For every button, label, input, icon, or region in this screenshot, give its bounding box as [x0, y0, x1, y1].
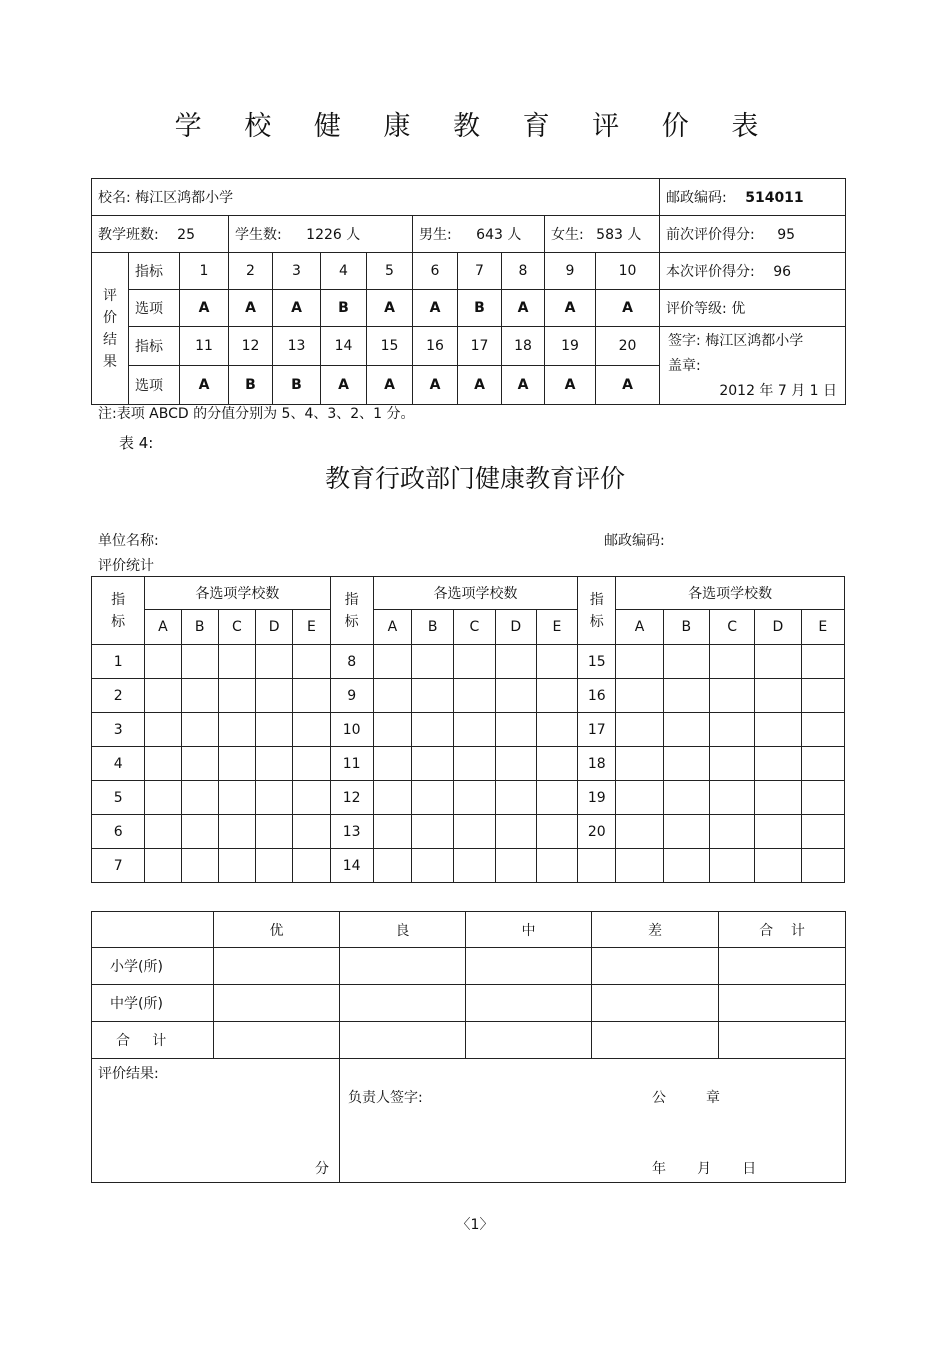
count-cell — [616, 849, 663, 883]
count-cell — [145, 849, 181, 883]
option-cell: A — [413, 290, 458, 327]
count-cell — [495, 713, 536, 747]
count-cell — [536, 815, 577, 849]
indicator-number: 9 — [330, 679, 373, 713]
count-cell — [218, 815, 255, 849]
indicator-number: 18 — [578, 747, 616, 781]
indicator-cell: 19 — [545, 327, 596, 366]
option-cell: A — [502, 290, 545, 327]
indicator-number: 10 — [330, 713, 373, 747]
school-name-cell — [92, 179, 660, 216]
count-cell — [181, 713, 218, 747]
option-header: B — [412, 610, 454, 645]
count-cell — [454, 815, 495, 849]
count-cell — [293, 815, 330, 849]
option-header: A — [616, 610, 663, 645]
indicator-cell: 13 — [273, 327, 321, 366]
eval-result-label: 评 价 结 果 — [92, 253, 129, 405]
count-cell — [536, 747, 577, 781]
option-cell: B — [321, 290, 367, 327]
indicator-number: 2 — [92, 679, 145, 713]
indicator-number: 12 — [330, 781, 373, 815]
official-seal-label: 公 章 — [652, 1090, 721, 1106]
count-cell — [454, 713, 495, 747]
count-cell — [293, 747, 330, 781]
count-cell — [256, 679, 293, 713]
count-cell — [616, 815, 663, 849]
count-cell — [412, 645, 454, 679]
row-label-total: 合 计 — [92, 1022, 214, 1059]
option-header: D — [495, 610, 536, 645]
score-note: 注:表项 ABCD 的分值分别为 5、4、3、2、1 分。 — [98, 406, 415, 422]
count-cell — [293, 679, 330, 713]
count-cell — [454, 747, 495, 781]
indicator-number: 17 — [578, 713, 616, 747]
count-cell — [616, 645, 663, 679]
indicator-number: 8 — [330, 645, 373, 679]
girls-cell — [545, 216, 660, 253]
count-cell — [373, 815, 411, 849]
eval-stat-label: 评价统计 — [98, 558, 154, 574]
result-cell — [92, 1059, 340, 1183]
group-header: 各选项学校数 — [373, 577, 577, 610]
score-unit: 分 — [315, 1161, 329, 1177]
count-cell — [373, 747, 411, 781]
indicator-cell: 4 — [321, 253, 367, 290]
count-cell — [145, 815, 181, 849]
count-cell — [373, 849, 411, 883]
indicator-cell: 9 — [545, 253, 596, 290]
sign-area-cell — [340, 1059, 846, 1183]
indicator-cell: 18 — [502, 327, 545, 366]
indicator-label: 指标 — [129, 327, 180, 366]
indicator-cell: 11 — [180, 327, 229, 366]
count-cell — [755, 713, 801, 747]
summary-cell — [592, 948, 719, 985]
count-cell — [373, 679, 411, 713]
summary-cell — [592, 985, 719, 1022]
count-cell — [218, 713, 255, 747]
sign-seal-cell — [660, 327, 846, 405]
indicator-number: 13 — [330, 815, 373, 849]
option-header: E — [536, 610, 577, 645]
count-cell — [801, 645, 844, 679]
summary-table — [91, 911, 846, 1183]
group-header: 各选项学校数 — [145, 577, 330, 610]
count-cell — [616, 679, 663, 713]
indicator-cell: 8 — [502, 253, 545, 290]
count-cell — [709, 645, 754, 679]
count-cell — [709, 713, 754, 747]
option-cell: B — [273, 366, 321, 405]
count-cell — [495, 747, 536, 781]
count-cell — [755, 781, 801, 815]
count-cell — [373, 645, 411, 679]
option-header: B — [663, 610, 709, 645]
page-title: 学 校 健 康 教 育 评 价 表 — [174, 111, 776, 142]
summary-cell — [214, 948, 340, 985]
count-cell — [218, 645, 255, 679]
indicator-number: 20 — [578, 815, 616, 849]
summary-cell — [466, 985, 592, 1022]
summary-cell — [340, 1022, 466, 1059]
row-label-secondary: 中学(所) — [92, 985, 214, 1022]
count-cell — [145, 713, 181, 747]
summary-cell — [466, 1022, 592, 1059]
count-cell — [256, 781, 293, 815]
count-cell — [145, 781, 181, 815]
count-cell — [709, 679, 754, 713]
indicator-header: 指 标 — [578, 577, 616, 645]
count-cell — [412, 781, 454, 815]
count-cell — [616, 781, 663, 815]
option-label: 选项 — [129, 366, 180, 405]
school-name-label: 校名: — [98, 190, 131, 206]
count-cell — [454, 645, 495, 679]
count-cell — [293, 645, 330, 679]
count-cell — [181, 645, 218, 679]
option-header: D — [256, 610, 293, 645]
count-cell — [801, 679, 844, 713]
option-cell: A — [273, 290, 321, 327]
count-cell — [495, 679, 536, 713]
grade-label: 评价等级: — [666, 301, 727, 317]
count-cell — [145, 679, 181, 713]
option-header: C — [218, 610, 255, 645]
indicator-cell: 16 — [413, 327, 458, 366]
summary-header: 优 — [214, 912, 340, 948]
indicator-cell: 6 — [413, 253, 458, 290]
leader-sign-label: 负责人签字: — [348, 1090, 423, 1106]
girls-label: 女生: — [551, 227, 584, 243]
indicator-number: 6 — [92, 815, 145, 849]
count-cell — [663, 713, 709, 747]
summary-cell — [340, 948, 466, 985]
indicator-header: 指 标 — [330, 577, 373, 645]
count-cell — [801, 815, 844, 849]
stats-table — [91, 576, 845, 883]
option-header: D — [755, 610, 801, 645]
count-cell — [181, 781, 218, 815]
count-cell — [801, 713, 844, 747]
count-cell — [536, 645, 577, 679]
option-header: A — [373, 610, 411, 645]
count-cell — [412, 815, 454, 849]
indicator-cell: 10 — [596, 253, 660, 290]
count-cell — [495, 645, 536, 679]
count-cell — [709, 781, 754, 815]
count-cell — [663, 781, 709, 815]
count-cell — [373, 713, 411, 747]
indicator-cell: 5 — [367, 253, 413, 290]
count-cell — [181, 747, 218, 781]
prev-score-label: 前次评价得分: — [666, 227, 755, 243]
classes-cell — [92, 216, 229, 253]
option-cell: A — [596, 290, 660, 327]
option-cell: A — [596, 366, 660, 405]
option-label: 选项 — [129, 290, 180, 327]
option-cell: A — [545, 366, 596, 405]
option-cell: A — [180, 366, 229, 405]
school-name-value: 梅江区鸿都小学 — [135, 190, 234, 206]
count-cell — [218, 781, 255, 815]
sign-value: 梅江区鸿都小学 — [705, 333, 804, 349]
students-cell — [229, 216, 413, 253]
option-cell: A — [545, 290, 596, 327]
count-cell — [256, 747, 293, 781]
option-header: A — [145, 610, 181, 645]
summary-cell — [466, 948, 592, 985]
count-cell — [218, 849, 255, 883]
page-number: 〈1〉 — [456, 1217, 494, 1233]
summary-cell — [214, 985, 340, 1022]
summary-cell — [214, 1022, 340, 1059]
count-cell — [616, 713, 663, 747]
summary-corner — [92, 912, 214, 948]
indicator-number: 7 — [92, 849, 145, 883]
summary-header: 良 — [340, 912, 466, 948]
option-header: E — [801, 610, 844, 645]
count-cell — [663, 849, 709, 883]
count-cell — [293, 713, 330, 747]
indicator-number: 5 — [92, 781, 145, 815]
option-cell: A — [458, 366, 502, 405]
option-cell: B — [458, 290, 502, 327]
count-cell — [616, 747, 663, 781]
postcode-value: 514011 — [745, 190, 804, 206]
classes-label: 教学班数: — [98, 227, 159, 243]
indicator-number: 3 — [92, 713, 145, 747]
indicator-number — [578, 849, 616, 883]
indicator-cell: 20 — [596, 327, 660, 366]
summary-cell — [719, 1022, 846, 1059]
count-cell — [454, 679, 495, 713]
count-cell — [145, 645, 181, 679]
boys-value: 643 人 — [476, 227, 522, 243]
prev-score-value: 95 — [777, 227, 796, 243]
option-header: C — [709, 610, 754, 645]
count-cell — [709, 747, 754, 781]
result-label: 评价结果: — [98, 1066, 159, 1082]
indicator-cell: 7 — [458, 253, 502, 290]
boys-cell — [413, 216, 545, 253]
indicator-cell: 12 — [229, 327, 273, 366]
indicator-label: 指标 — [129, 253, 180, 290]
count-cell — [536, 849, 577, 883]
count-cell — [755, 679, 801, 713]
curr-score-label: 本次评价得分: — [666, 264, 755, 280]
indicator-number: 11 — [330, 747, 373, 781]
count-cell — [181, 815, 218, 849]
count-cell — [801, 781, 844, 815]
indicator-number: 4 — [92, 747, 145, 781]
indicator-number: 19 — [578, 781, 616, 815]
count-cell — [755, 747, 801, 781]
option-cell: A — [413, 366, 458, 405]
seal-label: 盖章: — [668, 358, 701, 374]
postcode2-label: 邮政编码: — [604, 533, 665, 549]
option-cell: A — [321, 366, 367, 405]
postcode-cell — [660, 179, 846, 216]
summary-cell — [719, 985, 846, 1022]
option-header: B — [181, 610, 218, 645]
count-cell — [218, 679, 255, 713]
count-cell — [755, 849, 801, 883]
count-cell — [755, 645, 801, 679]
row-label-primary: 小学(所) — [92, 948, 214, 985]
count-cell — [373, 781, 411, 815]
unit-name-label: 单位名称: — [98, 533, 159, 549]
summary-cell — [719, 948, 846, 985]
date-label: 年 月 日 — [652, 1161, 757, 1177]
indicator-cell: 1 — [180, 253, 229, 290]
count-cell — [801, 849, 844, 883]
students-label: 学生数: — [235, 227, 282, 243]
prev-score-cell — [660, 216, 846, 253]
students-value: 1226 人 — [306, 227, 361, 243]
grade-cell — [660, 290, 846, 327]
count-cell — [181, 679, 218, 713]
sign-label: 签字: — [668, 333, 701, 349]
count-cell — [536, 679, 577, 713]
group-header: 各选项学校数 — [616, 577, 845, 610]
count-cell — [256, 645, 293, 679]
indicator-cell: 2 — [229, 253, 273, 290]
girls-value: 583 人 — [596, 227, 642, 243]
classes-value: 25 — [177, 227, 195, 243]
option-cell: A — [502, 366, 545, 405]
indicator-number: 15 — [578, 645, 616, 679]
count-cell — [663, 645, 709, 679]
count-cell — [412, 679, 454, 713]
count-cell — [755, 815, 801, 849]
count-cell — [663, 747, 709, 781]
option-header: E — [293, 610, 330, 645]
indicator-number: 16 — [578, 679, 616, 713]
school-eval-table — [91, 178, 846, 405]
option-cell: B — [229, 366, 273, 405]
count-cell — [454, 781, 495, 815]
count-cell — [256, 713, 293, 747]
count-cell — [801, 747, 844, 781]
count-cell — [256, 849, 293, 883]
count-cell — [145, 747, 181, 781]
section-title: 教育行政部门健康教育评价 — [324, 464, 625, 493]
option-cell: A — [229, 290, 273, 327]
count-cell — [663, 679, 709, 713]
count-cell — [218, 747, 255, 781]
indicator-header: 指 标 — [92, 577, 145, 645]
summary-cell — [340, 985, 466, 1022]
count-cell — [495, 849, 536, 883]
summary-header: 合 计 — [719, 912, 846, 948]
postcode-label: 邮政编码: — [666, 190, 727, 206]
table4-label: 表 4: — [119, 434, 154, 452]
count-cell — [495, 781, 536, 815]
option-cell: A — [367, 366, 413, 405]
curr-score-value: 96 — [773, 264, 792, 280]
grade-value: 优 — [731, 301, 746, 317]
option-cell: A — [180, 290, 229, 327]
count-cell — [709, 815, 754, 849]
indicator-cell: 15 — [367, 327, 413, 366]
summary-cell — [592, 1022, 719, 1059]
option-header: C — [454, 610, 495, 645]
curr-score-cell — [660, 253, 846, 290]
count-cell — [412, 747, 454, 781]
summary-header: 差 — [592, 912, 719, 948]
count-cell — [709, 849, 754, 883]
count-cell — [181, 849, 218, 883]
indicator-number: 1 — [92, 645, 145, 679]
count-cell — [256, 815, 293, 849]
boys-label: 男生: — [419, 227, 452, 243]
summary-header: 中 — [466, 912, 592, 948]
indicator-cell: 17 — [458, 327, 502, 366]
count-cell — [536, 713, 577, 747]
sign-date: 2012 年 7 月 1 日 — [719, 383, 838, 399]
indicator-cell: 3 — [273, 253, 321, 290]
count-cell — [293, 781, 330, 815]
count-cell — [495, 815, 536, 849]
count-cell — [412, 713, 454, 747]
indicator-number: 14 — [330, 849, 373, 883]
count-cell — [663, 815, 709, 849]
count-cell — [293, 849, 330, 883]
count-cell — [536, 781, 577, 815]
indicator-cell: 14 — [321, 327, 367, 366]
count-cell — [412, 849, 454, 883]
count-cell — [454, 849, 495, 883]
option-cell: A — [367, 290, 413, 327]
